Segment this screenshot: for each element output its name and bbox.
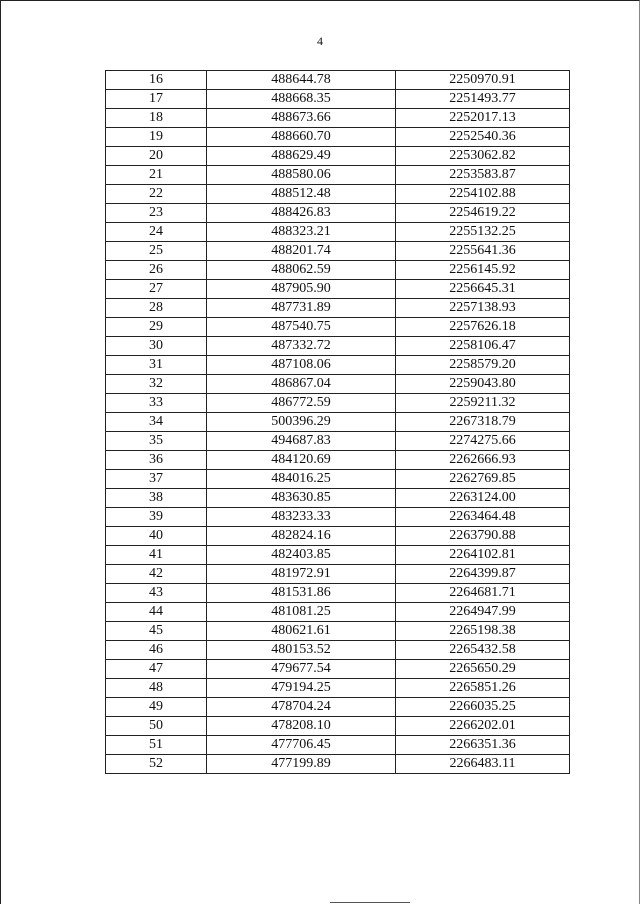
y-coordinate-cell: 2255132.25 xyxy=(396,223,570,242)
point-number-cell: 28 xyxy=(106,299,207,318)
x-coordinate-cell: 488323.21 xyxy=(207,223,396,242)
table-row xyxy=(106,432,570,451)
x-coordinate-cell: 487108.06 xyxy=(207,356,396,375)
x-coordinate-cell: 478704.24 xyxy=(207,698,396,717)
point-number-cell: 32 xyxy=(106,375,207,394)
x-coordinate-cell: 481081.25 xyxy=(207,603,396,622)
y-coordinate-cell: 2264681.71 xyxy=(396,584,570,603)
table-row xyxy=(106,641,570,660)
y-coordinate-cell: 2253062.82 xyxy=(396,147,570,166)
x-coordinate-cell: 487731.89 xyxy=(207,299,396,318)
point-number-cell: 20 xyxy=(106,147,207,166)
x-coordinate-cell: 488673.66 xyxy=(207,109,396,128)
point-number-cell: 24 xyxy=(106,223,207,242)
table-row xyxy=(106,394,570,413)
y-coordinate-cell: 2256645.31 xyxy=(396,280,570,299)
table-row xyxy=(106,736,570,755)
point-number-cell: 18 xyxy=(106,109,207,128)
point-number-cell: 52 xyxy=(106,755,207,774)
x-coordinate-cell: 477706.45 xyxy=(207,736,396,755)
x-coordinate-cell: 487540.75 xyxy=(207,318,396,337)
point-number-cell: 49 xyxy=(106,698,207,717)
point-number-cell: 44 xyxy=(106,603,207,622)
y-coordinate-cell: 2264102.81 xyxy=(396,546,570,565)
point-number-cell: 23 xyxy=(106,204,207,223)
table-row xyxy=(106,356,570,375)
x-coordinate-cell: 482403.85 xyxy=(207,546,396,565)
point-number-cell: 21 xyxy=(106,166,207,185)
coordinate-table-body xyxy=(106,71,570,774)
y-coordinate-cell: 2265432.58 xyxy=(396,641,570,660)
y-coordinate-cell: 2250970.91 xyxy=(396,71,570,90)
coordinate-table xyxy=(105,70,570,774)
y-coordinate-cell: 2251493.77 xyxy=(396,90,570,109)
point-number-cell: 51 xyxy=(106,736,207,755)
table-row xyxy=(106,223,570,242)
table-row xyxy=(106,470,570,489)
table-row xyxy=(106,565,570,584)
table-row xyxy=(106,698,570,717)
x-coordinate-cell: 482824.16 xyxy=(207,527,396,546)
table-row xyxy=(106,755,570,774)
table-row xyxy=(106,318,570,337)
point-number-cell: 50 xyxy=(106,717,207,736)
point-number-cell: 34 xyxy=(106,413,207,432)
table-row xyxy=(106,147,570,166)
table-row xyxy=(106,90,570,109)
y-coordinate-cell: 2274275.66 xyxy=(396,432,570,451)
table-row xyxy=(106,261,570,280)
y-coordinate-cell: 2254102.88 xyxy=(396,185,570,204)
table-row xyxy=(106,527,570,546)
y-coordinate-cell: 2253583.87 xyxy=(396,166,570,185)
x-coordinate-cell: 486772.59 xyxy=(207,394,396,413)
y-coordinate-cell: 2266202.01 xyxy=(396,717,570,736)
point-number-cell: 30 xyxy=(106,337,207,356)
x-coordinate-cell: 488644.78 xyxy=(207,71,396,90)
y-coordinate-cell: 2258106.47 xyxy=(396,337,570,356)
y-coordinate-cell: 2254619.22 xyxy=(396,204,570,223)
x-coordinate-cell: 488512.48 xyxy=(207,185,396,204)
x-coordinate-cell: 481531.86 xyxy=(207,584,396,603)
x-coordinate-cell: 487905.90 xyxy=(207,280,396,299)
table-row xyxy=(106,584,570,603)
x-coordinate-cell: 481972.91 xyxy=(207,565,396,584)
y-coordinate-cell: 2266351.36 xyxy=(396,736,570,755)
table-row xyxy=(106,413,570,432)
point-number-cell: 19 xyxy=(106,128,207,147)
point-number-cell: 26 xyxy=(106,261,207,280)
y-coordinate-cell: 2252017.13 xyxy=(396,109,570,128)
table-row xyxy=(106,546,570,565)
table-row xyxy=(106,337,570,356)
table-row xyxy=(106,299,570,318)
point-number-cell: 31 xyxy=(106,356,207,375)
page-number: 4 xyxy=(317,34,323,48)
x-coordinate-cell: 488660.70 xyxy=(207,128,396,147)
x-coordinate-cell: 478208.10 xyxy=(207,717,396,736)
table-row xyxy=(106,166,570,185)
y-coordinate-cell: 2266035.25 xyxy=(396,698,570,717)
point-number-cell: 42 xyxy=(106,565,207,584)
table-row xyxy=(106,185,570,204)
x-coordinate-cell: 494687.83 xyxy=(207,432,396,451)
y-coordinate-cell: 2262666.93 xyxy=(396,451,570,470)
x-coordinate-cell: 488629.49 xyxy=(207,147,396,166)
y-coordinate-cell: 2265198.38 xyxy=(396,622,570,641)
x-coordinate-cell: 500396.29 xyxy=(207,413,396,432)
point-number-cell: 16 xyxy=(106,71,207,90)
point-number-cell: 41 xyxy=(106,546,207,565)
point-number-cell: 22 xyxy=(106,185,207,204)
point-number-cell: 45 xyxy=(106,622,207,641)
table-row xyxy=(106,622,570,641)
x-coordinate-cell: 483233.33 xyxy=(207,508,396,527)
y-coordinate-cell: 2266483.11 xyxy=(396,755,570,774)
y-coordinate-cell: 2265851.26 xyxy=(396,679,570,698)
point-number-cell: 29 xyxy=(106,318,207,337)
point-number-cell: 47 xyxy=(106,660,207,679)
y-coordinate-cell: 2264947.99 xyxy=(396,603,570,622)
x-coordinate-cell: 484016.25 xyxy=(207,470,396,489)
point-number-cell: 39 xyxy=(106,508,207,527)
table-row xyxy=(106,603,570,622)
table-row xyxy=(106,71,570,90)
y-coordinate-cell: 2264399.87 xyxy=(396,565,570,584)
y-coordinate-cell: 2257626.18 xyxy=(396,318,570,337)
x-coordinate-cell: 488201.74 xyxy=(207,242,396,261)
x-coordinate-cell: 488668.35 xyxy=(207,90,396,109)
table-row xyxy=(106,128,570,147)
point-number-cell: 48 xyxy=(106,679,207,698)
table-row xyxy=(106,109,570,128)
x-coordinate-cell: 484120.69 xyxy=(207,451,396,470)
point-number-cell: 33 xyxy=(106,394,207,413)
x-coordinate-cell: 486867.04 xyxy=(207,375,396,394)
x-coordinate-cell: 483630.85 xyxy=(207,489,396,508)
y-coordinate-cell: 2263124.00 xyxy=(396,489,570,508)
x-coordinate-cell: 488580.06 xyxy=(207,166,396,185)
table-row xyxy=(106,451,570,470)
x-coordinate-cell: 487332.72 xyxy=(207,337,396,356)
table-row xyxy=(106,508,570,527)
table-row xyxy=(106,204,570,223)
x-coordinate-cell: 479677.54 xyxy=(207,660,396,679)
y-coordinate-cell: 2262769.85 xyxy=(396,470,570,489)
y-coordinate-cell: 2263790.88 xyxy=(396,527,570,546)
x-coordinate-cell: 477199.89 xyxy=(207,755,396,774)
y-coordinate-cell: 2259211.32 xyxy=(396,394,570,413)
y-coordinate-cell: 2267318.79 xyxy=(396,413,570,432)
table-row xyxy=(106,489,570,508)
point-number-cell: 17 xyxy=(106,90,207,109)
table-row xyxy=(106,375,570,394)
point-number-cell: 40 xyxy=(106,527,207,546)
point-number-cell: 37 xyxy=(106,470,207,489)
table-row xyxy=(106,660,570,679)
x-coordinate-cell: 488426.83 xyxy=(207,204,396,223)
point-number-cell: 46 xyxy=(106,641,207,660)
point-number-cell: 35 xyxy=(106,432,207,451)
y-coordinate-cell: 2256145.92 xyxy=(396,261,570,280)
y-coordinate-cell: 2259043.80 xyxy=(396,375,570,394)
y-coordinate-cell: 2255641.36 xyxy=(396,242,570,261)
point-number-cell: 36 xyxy=(106,451,207,470)
point-number-cell: 27 xyxy=(106,280,207,299)
x-coordinate-cell: 488062.59 xyxy=(207,261,396,280)
point-number-cell: 25 xyxy=(106,242,207,261)
y-coordinate-cell: 2258579.20 xyxy=(396,356,570,375)
table-row xyxy=(106,679,570,698)
y-coordinate-cell: 2263464.48 xyxy=(396,508,570,527)
table-row xyxy=(106,242,570,261)
y-coordinate-cell: 2257138.93 xyxy=(396,299,570,318)
x-coordinate-cell: 480153.52 xyxy=(207,641,396,660)
x-coordinate-cell: 479194.25 xyxy=(207,679,396,698)
table-row xyxy=(106,280,570,299)
y-coordinate-cell: 2252540.36 xyxy=(396,128,570,147)
y-coordinate-cell: 2265650.29 xyxy=(396,660,570,679)
point-number-cell: 43 xyxy=(106,584,207,603)
point-number-cell: 38 xyxy=(106,489,207,508)
table-row xyxy=(106,717,570,736)
bottom-rule xyxy=(330,902,410,903)
x-coordinate-cell: 480621.61 xyxy=(207,622,396,641)
